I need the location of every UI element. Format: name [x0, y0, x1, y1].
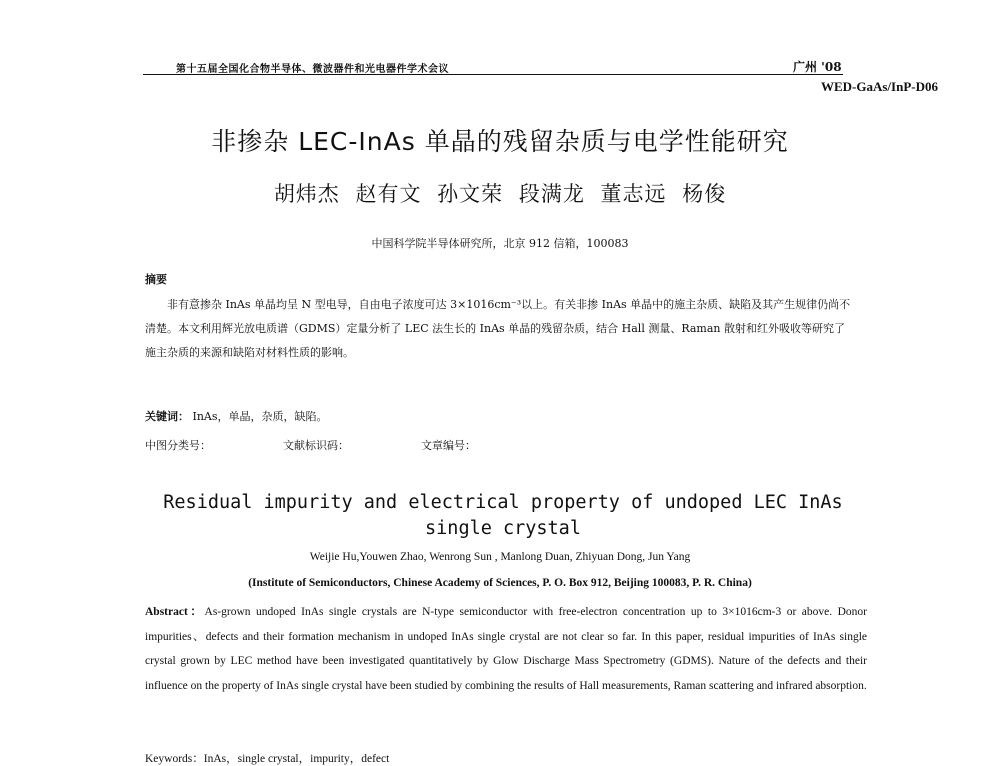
abstract-chinese: 非有意掺杂 InAs 单晶均呈 N 型电导，自由电子浓度可达 3×1016cm⁻³以上。有关非掺 InAs 单晶中的施主杂质、缺陷及其产生规律仍尚不清楚。本文利用辉光放电质谱（GDMS）定量分析了 LEC 法生长的 InAs 单晶的残留杂质，结合 Hall 测量、Raman 散射和红外吸收等研究了施主杂质的来源和缺陷对材料性质的影响。: [145, 298, 851, 359]
doc-code-label: 文献标识码：: [283, 439, 349, 452]
abstract-text: As-grown undoped InAs single crystals are N-type semiconductor with free-electron concentration up to 3×1016cm-3 or above. Donor impurities、defects and their formation mechanism in undoped InAs single crystal are not clear so far. In this paper, residual impurities of InAs single crystal grown by LEC method have been investigated quantitatively by Glow Discharge Mass Spectrometry (GDMS). Nature of the defects and their influence on the property of InAs single crystal have been studied by combining the results of Hall measurements, Raman scattering and infrared absorption.: [145, 606, 867, 692]
abstract-heading: 摘要: [145, 273, 167, 286]
abstract-english: [145, 600, 867, 698]
authors-chinese: 胡炜杰 赵有文 孙文荣 段满龙 董志远 杨俊: [273, 182, 727, 206]
authors-english: Weijie Hu,Youwen Zhao, Wenrong Sun , Manlong Duan, Zhiyuan Dong, Jun Yang: [309, 551, 691, 563]
location-year: 广州 '08: [793, 60, 842, 74]
abstract-label: Abstract：: [145, 606, 205, 618]
title-english: Residual impurity and electrical property of undoped LEC InAs single crystal: [163, 492, 843, 539]
keywords-english: Keywords：InAs，single crystal，impurity，defect: [145, 753, 390, 765]
conference-header: 第十五届全国化合物半导体、微波器件和光电器件学术会议: [176, 64, 449, 75]
keywords-value: InAs，单晶，杂质，缺陷。: [192, 410, 328, 423]
header-rule: [143, 74, 843, 75]
keywords-chinese: [145, 408, 328, 424]
clc-label: 中图分类号：: [145, 439, 211, 452]
affiliation-chinese: 中国科学院半导体研究所，北京 912 信箱，100083: [371, 237, 629, 250]
keywords-label: 关键词：: [145, 410, 189, 423]
affiliation-english: (Institute of Semiconductors, Chinese Academy of Sciences, P. O. Box 912, Beijing 100083, P. R. China): [248, 577, 752, 589]
paper-code: WED-GaAs/InP-D06: [820, 79, 938, 94]
article-no-label: 文章编号：: [421, 439, 476, 452]
title-chinese: 非掺杂 LEC-InAs 单晶的残留杂质与电学性能研究: [211, 127, 789, 156]
